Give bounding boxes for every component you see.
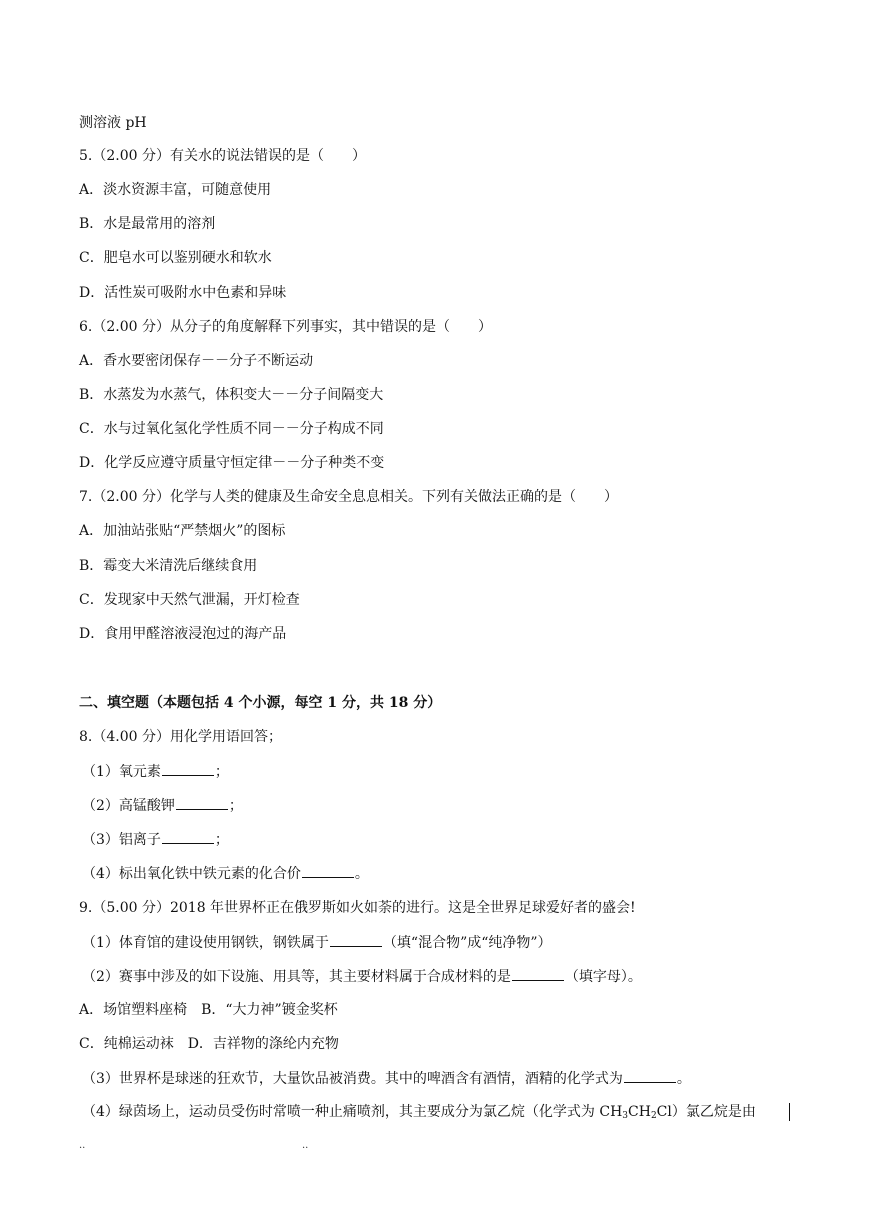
question-7: 7.（2.00 分）化学与人类的健康及生命安全息息相关。下列有关做法正确的是（ ）	[79, 489, 618, 505]
option-9cd: C．纯棉运动袜 D．吉祥物的涤纶内充物	[79, 1036, 339, 1052]
answer-blank	[162, 830, 214, 844]
answer-blank	[162, 762, 214, 776]
part-text: Cl）氯乙烷是由	[656, 1104, 756, 1120]
option-6d: D．化学反应遵守质量守恒定律－－分子种类不变	[79, 455, 385, 471]
text-line: 测溶液 pH	[79, 115, 147, 131]
part-text: CH	[628, 1104, 651, 1120]
option-5d: D．活性炭可吸附水中色素和异味	[79, 285, 287, 301]
part-text: ；	[228, 798, 243, 814]
part-text: （4）绿茵场上，运动员受伤时常喷一种止痛喷剂，其主要成分为氯乙烷（化学式为 CH	[82, 1104, 623, 1120]
dots-mark: ..	[302, 1140, 309, 1151]
option-7d: D．食用甲醛溶液浸泡过的海产品	[79, 626, 287, 642]
question-8-part-2	[82, 796, 243, 815]
question-5: 5.（2.00 分）有关水的说法错误的是（ ）	[79, 148, 366, 164]
option-5b: B．水是最常用的溶剂	[79, 216, 216, 232]
part-text: （2）赛事中涉及的如下设施、用具等，其主要材料属于合成材料的是	[82, 969, 511, 985]
option-5c: C．肥皂水可以鉴别硬水和软水	[79, 250, 272, 266]
subscript: 2	[650, 1111, 657, 1121]
part-text: （4）标出氧化铁中铁元素的化合价	[82, 866, 301, 882]
option-7c: C．发现家中天然气泄漏，开灯检查	[79, 592, 300, 608]
part-text: （2）高锰酸钾	[82, 798, 175, 814]
question-8-part-1	[82, 762, 229, 781]
answer-blank	[624, 1069, 676, 1083]
question-9-part-3	[82, 1069, 691, 1088]
part-text: （1）体育馆的建设使用钢铁，钢铁属于	[82, 935, 329, 951]
question-8: 8.（4.00 分）用化学用语回答；	[79, 729, 282, 745]
part-text: （3）世界杯是球迷的狂欢节，大量饮品被消费。其中的啤酒含有酒情，酒精的化学式为	[82, 1071, 623, 1087]
part-text: （填字母）。	[564, 969, 642, 985]
part-text: （填“混合物”成“纯净物”）	[382, 935, 552, 951]
question-9-part-4	[82, 1103, 756, 1125]
question-8-part-3	[82, 830, 229, 849]
dots-mark: ..	[79, 1140, 86, 1151]
part-text: ；	[214, 832, 229, 848]
question-9-part-2	[82, 967, 642, 986]
option-7a: A．加油站张贴“严禁烟火”的图标	[79, 523, 286, 539]
option-6b: B．水蒸发为水蒸气，体积变大－－分子间隔变大	[79, 387, 384, 403]
part-text: 。	[354, 866, 369, 882]
option-5a: A．淡水资源丰富，可随意使用	[79, 182, 272, 198]
option-6a: A．香水要密闭保存－－分子不断运动	[79, 353, 314, 369]
option-7b: B．霉变大米清洗后继续食用	[79, 558, 258, 574]
question-9: 9.（5.00 分）2018 年世界杯正在俄罗斯如火如荼的进行。这是全世界足球爱好者的盛会!	[79, 900, 636, 916]
section-heading: 二、填空题（本题包括 4 个小源，每空 1 分，共 18 分）	[79, 695, 442, 711]
part-text: 。	[676, 1071, 691, 1087]
option-6c: C．水与过氧化氢化学性质不同－－分子构成不同	[79, 421, 384, 437]
answer-blank	[512, 967, 564, 981]
text-cursor-bar	[789, 1103, 790, 1121]
option-9ab: A．场馆塑料座椅 B．“大力神”镀金奖杯	[79, 1002, 338, 1018]
part-text: （3）铝离子	[82, 832, 161, 848]
question-9-part-1	[82, 933, 552, 952]
part-text: （1）氧元素	[82, 764, 161, 780]
part-text: ；	[214, 764, 229, 780]
answer-blank	[330, 933, 382, 947]
answer-blank	[176, 796, 228, 810]
answer-blank	[302, 864, 354, 878]
question-8-part-4	[82, 864, 369, 883]
question-6: 6.（2.00 分）从分子的角度解释下列事实，其中错误的是（ ）	[79, 319, 492, 335]
subscript: 3	[622, 1111, 629, 1121]
